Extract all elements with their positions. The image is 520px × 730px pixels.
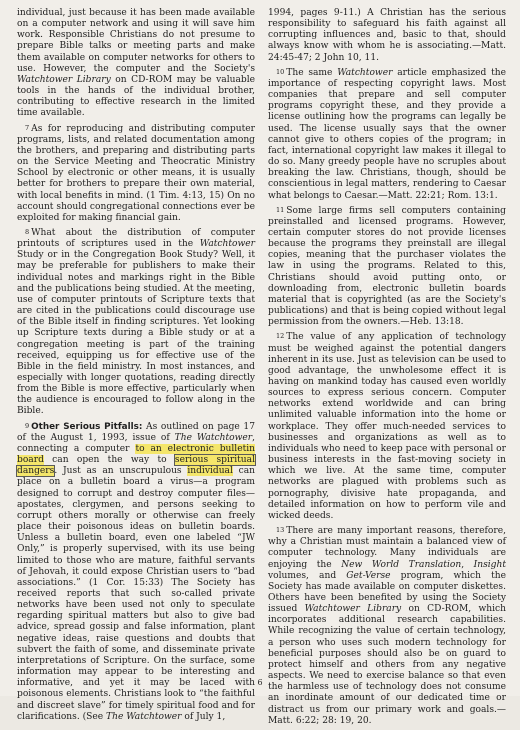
highlight-serious-spiritual-dangers: serious spiritual dangers xyxy=(17,455,255,477)
paragraph-13: 13 There are many important reasons, therefore, why a Christian must maintain a balanced view of computer technology. Many individuals are enjoying the New World Translation, Insight volumes, and Get-Verse program, which the Society has made available on computer diskettes. Others have been benefited by using the Society issued Watchtower Library on CD-ROM, which incorporates additional research capabilities. While recognizing the value of certain technology, a person who uses such modern technology for beneficial purposes should also be on guard to protect himself and others from any negative aspects. We need to exercise balance so that even the harmless use of technology does not consume an inordinate amount of our dedicated time or distract us from our primary work and goals.—Matt. 6:22; 28: 19, 20. xyxy=(268,526,507,726)
paragraph-number: 10 xyxy=(276,67,285,76)
page-number: 6 xyxy=(257,678,263,687)
section-subheading: Other Serious Pitfalls: xyxy=(31,421,143,432)
left-column xyxy=(17,8,255,730)
highlight-electronic-bulletin-board: to an electronic bulletin board xyxy=(17,443,255,466)
highlight-individual: individual xyxy=(187,466,233,477)
paragraph-11: 11 Some large firms sell computers containing preinstalled and licensed programs. However, certain computer stores do not provide licenses because the programs they preinstall are illegal copies, meaning that the purchaser violates the law in using the programs. Related to this, Christians should avoid putting onto, or downloading from, electronic bulletin boards material that is copyrighted (as are the Society's publications) and that is being copied without legal permission from the owners.—Heb. 13:18. xyxy=(268,205,506,328)
paragraph-9-continued: 1994, pages 9-11.) A Christian has the serious responsibility to safeguard his faith against all corrupting influences and, basic to that, should always know with whom he is associating.—Matt. 24:45-47; 2 John 10, 11. xyxy=(268,8,506,63)
paragraph-number: 8 xyxy=(25,227,30,236)
paragraph-number: 13 xyxy=(276,526,285,535)
paragraph-number: 9 xyxy=(25,421,30,430)
paragraph-7: 7 As for reproducing and distributing computer programs, lists, and related documentation among the brothers, and preparing and distributing parts on the Service Meeting and Theocratic Ministry School by electronic or other means, it is usually better for brothers to prepare their own material, with local benefits in mind. (1 Tim. 4:13, 15) On no account should congregational connections ever be exploited for making financial gain. xyxy=(17,123,255,223)
paragraph-6-continued: individual, just because it has been made available on a computer network and using it will save him work. Responsible Christians do not presume to prepare Bible talks or meeting parts and make them available on computer networks for others to use. However, the computer and the Society's Watchtower Library on CD-ROM may be valuable tools in the hands of the individual brother, contributing to effective research in the limited time available. xyxy=(17,8,255,119)
two-column-body xyxy=(17,8,506,730)
paragraph-number: 7 xyxy=(25,123,30,132)
paragraph-12: 12 The value of any application of technology must be weighed against the potential dangers inherent in its use. Just as television can be used to good advantage, the unwholesome effect it is having on mankind today has caused even worldly sources to express serious concern. Computer networks extend worldwide and can bring unlimited valuable information into the home or workplace. They offer much-needed services to businesses and organizations as well as to individuals who need to keep pace with personal or business interests in the fast-moving society in which we live. At the same time, computer networks are plagued with problems such as pornography, divisive hate propaganda, and detailed information on how to perform vile and wicked deeds. xyxy=(268,332,506,521)
right-column xyxy=(268,8,506,730)
paragraph-10: 10 The same Watchtower article emphasized the importance of respecting copyright laws. Most companies that prepare and sell computer programs copyright these, and they provide a license outlining how the programs can legally be used. The license usually says that the owner cannot give to others copies of the program; in fact, international copyright law makes it illegal to do so. Many greedy people have no scruples about breaking the law. Christians, though, should be conscientious in legal matters, rendering to Caesar what belongs to Caesar.—Matt. 22:21; Rom. 13:1. xyxy=(268,67,506,201)
paragraph-number: 12 xyxy=(276,332,285,341)
paragraph-9: 9 Other Serious Pitfalls: As outlined on page 17 of the August 1, 1993, issue of The Watchtower, connecting a computer to an electronic bulletin board can open the way to serious spiritual dangers. Just as an unscrupulous individual can place on a bulletin board a virus—a program designed to corrupt and destroy computer files—apostates, clergymen, and persons seeking to corrupt others morally or otherwise can freely place their poisonous ideas on bulletin boards. Unless a bulletin board, even one labeled “JW Only,” is properly supervised, with its use being limited to those who are mature, faithful servants of Jehovah, it could expose Christian users to “bad associations.” (1 Cor. 15:33) The Society has received reports that such so-called private networks have been used not only to speculate regarding spiritual matters but also to give bad advice, spread gossip and false information, plant negative ideas, raise questions and doubts that subvert the faith of some, and disseminate private interpretations of Scripture. On the surface, some information may appear to be interesting and informative, and yet it may be laced with poisonous elements. Christians look to “the faithful and discreet slave” for timely spiritual food and for clarifications. (See The Watchtower of July 1, xyxy=(17,421,256,722)
paragraph-number: 11 xyxy=(276,205,285,214)
paragraph-8: 8 What about the distribution of computer printouts of scriptures used in the Watchtower Study or in the Congregation Book Study? Well, it may be preferable for publishers to make their individual notes and markings right in the Bible and the publications being studied. At the meeting, use of computer printouts of Scripture texts that are cited in the publications could discourage use of the Bible itself in finding scriptures. Yet looking up Scripture texts during a Bible study or at a congregation meeting is part of the training received, equipping us for effective use of the Bible in the field ministry. In most instances, and especially with longer quotations, reading directly from the Bible is more effective, particularly when the audience is encouraged to follow along in the Bible. xyxy=(17,227,255,417)
